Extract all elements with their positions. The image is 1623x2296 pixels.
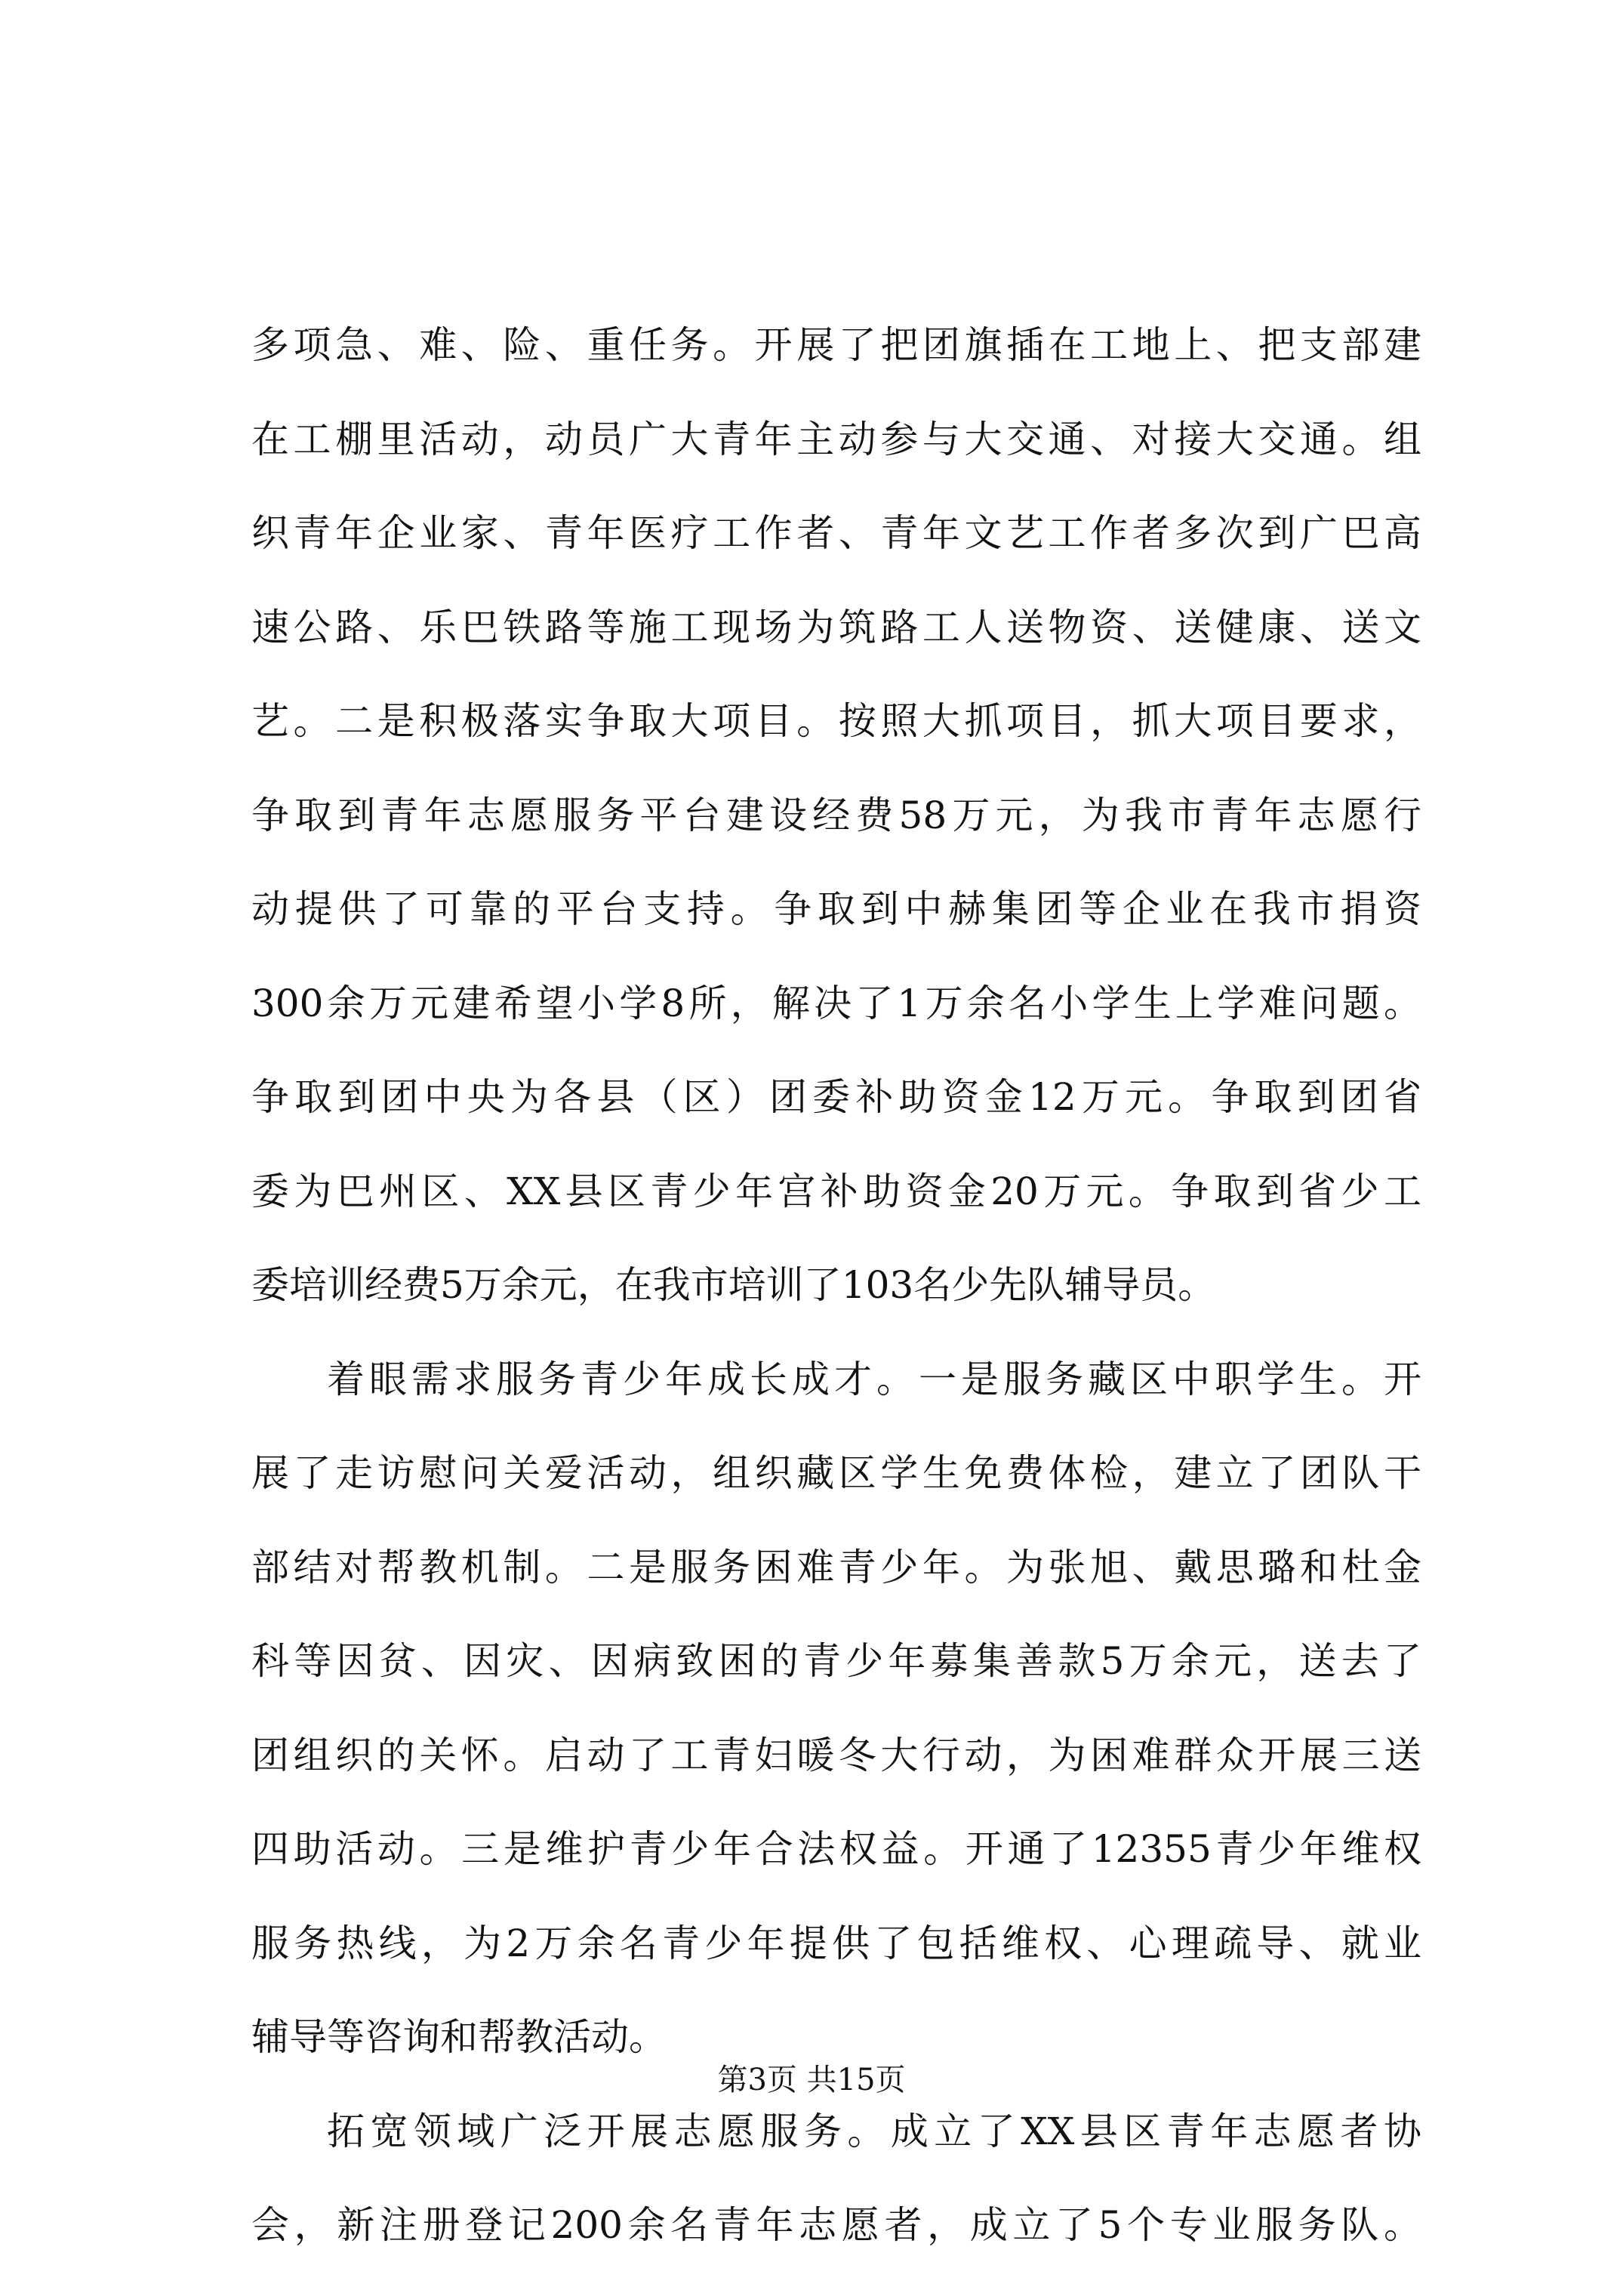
text-line: 争取到青年志愿服务平台建设经费58万元，为我市青年志愿行 <box>251 793 1421 837</box>
text-line: 服务热线，为2万余名青少年提供了包括维权、心理疏导、就业 <box>251 1921 1421 1965</box>
text-line: 争取到团中央为各县（区）团委补助资金12万元。争取到团省 <box>251 1075 1421 1119</box>
text-line: 300余万元建希望小学8所，解决了1万余名小学生上学难问题。 <box>251 981 1421 1025</box>
text-line: 辅导等咨询和帮教活动。 <box>251 2015 667 2059</box>
text-line: 展了走访慰问关爱活动，组织藏区学生免费体检，建立了团队干 <box>251 1451 1421 1495</box>
text-line: 艺。二是积极落实争取大项目。按照大抓项目，抓大项目要求， <box>251 699 1421 743</box>
text-line: 速公路、乐巴铁路等施工现场为筑路工人送物资、送健康、送文 <box>251 605 1421 649</box>
document-body <box>251 298 1421 2273</box>
page-number-label: 第3页 共15页 <box>717 2063 906 2097</box>
text-line: 会，新注册登记200余名青年志愿者，成立了5个专业服务队。 <box>251 2203 1421 2247</box>
text-line: 拓宽领域广泛开展志愿服务。成立了XX县区青年志愿者协 <box>327 2109 1421 2153</box>
text-line: 科等因贫、因灾、因病致困的青少年募集善款5万余元，送去了 <box>251 1639 1421 1683</box>
text-line: 四助活动。三是维护青少年合法权益。开通了12355青少年维权 <box>251 1827 1421 1871</box>
text-line: 委为巴州区、XX县区青少年宫补助资金20万元。争取到省少工 <box>251 1169 1421 1213</box>
text-line: 动提供了可靠的平台支持。争取到中赫集团等企业在我市捐资 <box>251 887 1421 931</box>
text-line: 着眼需求服务青少年成长成才。一是服务藏区中职学生。开 <box>327 1357 1421 1401</box>
text-line: 委培训经费5万余元，在我市培训了103名少先队辅导员。 <box>251 1263 1216 1307</box>
text-line: 部结对帮教机制。二是服务困难青少年。为张旭、戴思璐和杜金 <box>251 1545 1421 1589</box>
text-line: 多项急、难、险、重任务。开展了把团旗插在工地上、把支部建 <box>251 323 1421 367</box>
text-line: 织青年企业家、青年医疗工作者、青年文艺工作者多次到广巴高 <box>251 511 1421 555</box>
text-line: 团组织的关怀。启动了工青妇暖冬大行动，为困难群众开展三送 <box>251 1733 1421 1777</box>
page-footer <box>0 2057 1623 2103</box>
text-line: 在工棚里活动，动员广大青年主动参与大交通、对接大交通。组 <box>251 417 1421 461</box>
